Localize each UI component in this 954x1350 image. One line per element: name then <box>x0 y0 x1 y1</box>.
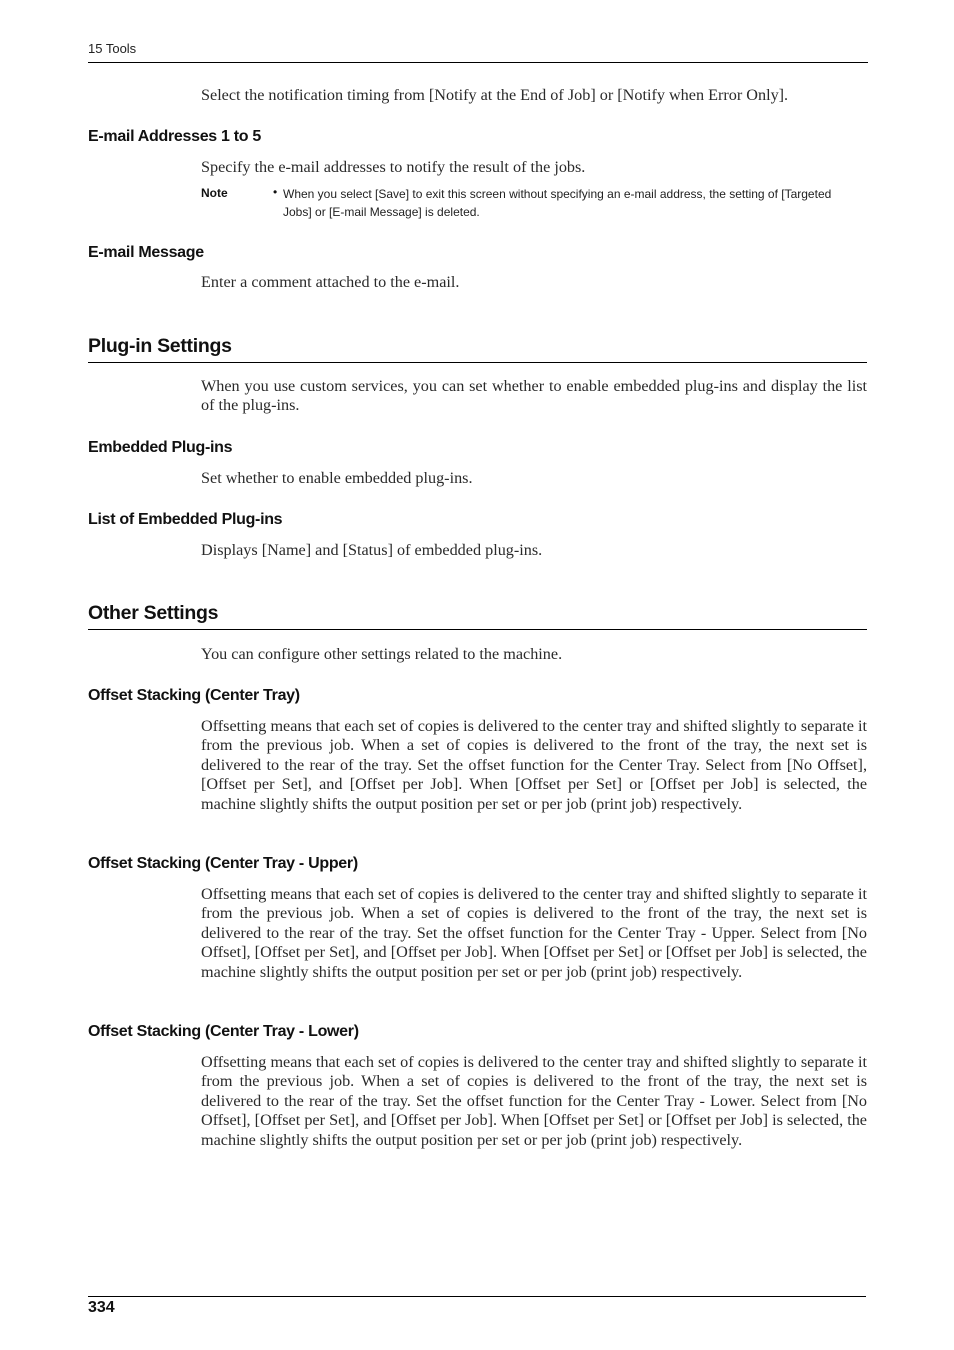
other-settings-rule <box>88 629 867 630</box>
email-addresses-heading: E-mail Addresses 1 to 5 <box>88 128 262 145</box>
embedded-plugins-paragraph: Set whether to enable embedded plug-ins. <box>201 469 473 487</box>
other-settings-paragraph: You can configure other settings related to the machine. <box>201 645 563 663</box>
offset-center-tray-lower-paragraph: Offsetting means that each set of copies is delivered to the center tray and shifted slightly to separate it from the previous job. When a set of copies is delivered to the front of the tray, the next set is delivered to the rear of the tray. Set the offset function for the Center Tray - Lower. Select from [No Offset], [Offset per Set], and [Offset per Job]. When [Offset per Set] or [Offset per Job] is selected, the machine slightly shifts the output position per set or per job (print job) respectively. <box>201 1053 867 1149</box>
plugin-settings-heading: Plug-in Settings <box>88 335 232 357</box>
intro-paragraph: Select the notification timing from [Notify at the End of Job] or [Notify when Error Only]. <box>201 86 789 104</box>
page-number: 334 <box>88 1299 115 1316</box>
plugin-list-heading: List of Embedded Plug-ins <box>88 511 283 528</box>
offset-center-tray-heading: Offset Stacking (Center Tray) <box>88 687 300 704</box>
offset-center-tray-upper-heading: Offset Stacking (Center Tray - Upper) <box>88 855 358 872</box>
offset-center-tray-upper-paragraph: Offsetting means that each set of copies is delivered to the center tray and shifted slightly to separate it from the previous job. When a set of copies is delivered to the front of the tray, the next set is delivered to the rear of the tray. Set the offset function for the Center Tray - Upper. Select from [No Offset], [Offset per Set], and [Offset per Job]. When [Offset per Set] or [Offset per Job] is selected, the machine slightly shifts the output position per set or per job (print job) respectively. <box>201 885 867 981</box>
note-text: When you select [Save] to exit this screen without specifying an e-mail address, the setting of [Targeted Jobs] or [E-mail Message] is deleted. <box>283 187 832 219</box>
plugin-list-paragraph: Displays [Name] and [Status] of embedded plug-ins. <box>201 541 543 559</box>
note-label: Note <box>201 186 228 200</box>
header-divider <box>88 62 868 63</box>
embedded-plugins-heading: Embedded Plug-ins <box>88 439 233 456</box>
offset-center-tray-lower-heading: Offset Stacking (Center Tray - Lower) <box>88 1023 359 1040</box>
plugin-settings-rule <box>88 362 867 363</box>
note-bullet: • <box>273 185 278 199</box>
plugin-settings-paragraph: When you use custom services, you can set whether to enable embedded plug-ins and display the list of the plug-ins. <box>201 377 867 415</box>
footer-divider <box>88 1296 866 1297</box>
email-addresses-paragraph: Specify the e-mail addresses to notify the result of the jobs. <box>201 158 586 176</box>
other-settings-heading: Other Settings <box>88 602 219 624</box>
offset-center-tray-paragraph: Offsetting means that each set of copies is delivered to the center tray and shifted slightly to separate it from the previous job. When a set of copies is delivered to the front of the tray, the next set is delivered to the rear of the tray. Set the offset function for the Center Tray. Select from [No Offset], [Offset per Set], and [Offset per Job]. When [Offset per Set] or [Offset per Job] is selected, the machine slightly shifts the output position per set or per job (print job) respectively. <box>201 717 867 813</box>
email-message-paragraph: Enter a comment attached to the e-mail. <box>201 273 460 291</box>
running-header: 15 Tools <box>88 41 137 56</box>
email-message-heading: E-mail Message <box>88 244 204 261</box>
